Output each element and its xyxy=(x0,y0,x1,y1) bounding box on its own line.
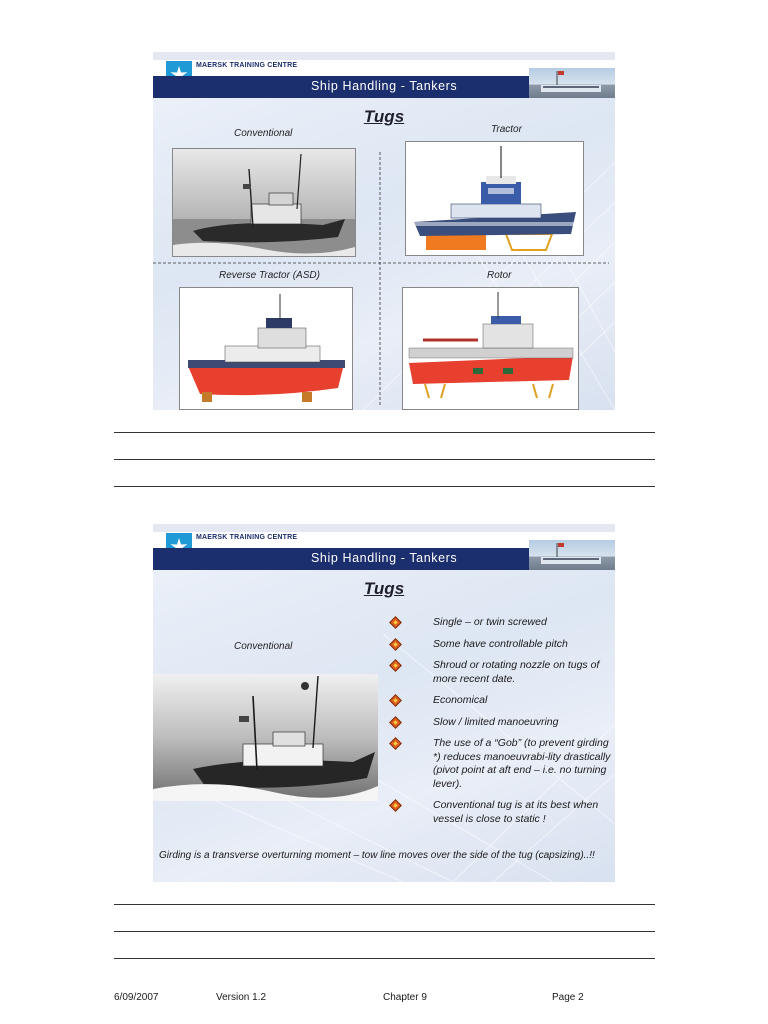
footer-chapter: Chapter 9 xyxy=(383,992,427,1003)
note-line xyxy=(114,958,655,959)
slide-title: Tugs xyxy=(363,107,405,126)
slide-header xyxy=(153,532,615,570)
slide-top-band xyxy=(153,524,615,532)
tractor-tug-image xyxy=(405,141,584,256)
label-conventional: Conventional xyxy=(234,128,293,139)
note-line xyxy=(114,931,655,932)
rotor-tug-image xyxy=(402,287,579,410)
girding-footnote: Girding is a transverse overturning moment – tow line moves over the side of the tug (capsizing)..!! xyxy=(159,850,595,861)
logo-text: MAERSK TRAINING CENTRE xyxy=(196,534,298,541)
label-reverse-tractor: Reverse Tractor (ASD) xyxy=(219,270,320,281)
bullet-diamond-icon xyxy=(389,694,402,707)
conventional-tug-photo xyxy=(172,148,356,257)
bullet-diamond-icon xyxy=(389,659,402,672)
bullet-diamond-icon xyxy=(389,799,402,812)
list-item: Conventional tug is at its best when vessel is close to static ! xyxy=(385,799,613,826)
list-item: Economical xyxy=(385,694,613,708)
list-item: The use of a “Gob” (to prevent girding *) reduces manoeuvrabi-lity drastically (pivot point at aft end – i.e. no turning lever). xyxy=(385,737,613,791)
bullet-diamond-icon xyxy=(389,716,402,729)
footer-date: 6/09/2007 xyxy=(114,992,159,1003)
footer-page: Page 2 xyxy=(552,992,584,1003)
note-line xyxy=(114,459,655,460)
list-item: Some have controllable pitch xyxy=(385,638,613,652)
slide-title: Tugs xyxy=(363,579,405,598)
bullet-diamond-icon xyxy=(389,638,402,651)
list-item: Slow / limited manoeuvring xyxy=(385,716,613,730)
header-title: Ship Handling - Tankers xyxy=(311,551,458,565)
header-title: Ship Handling - Tankers xyxy=(311,79,458,93)
bullet-diamond-icon xyxy=(389,737,402,750)
note-line xyxy=(114,486,655,487)
bullet-list xyxy=(385,616,613,826)
label-rotor: Rotor xyxy=(487,270,512,281)
list-item: Single – or twin screwed xyxy=(385,616,613,630)
note-line xyxy=(114,904,655,905)
slide-2 xyxy=(153,524,615,882)
bullet-diamond-icon xyxy=(389,616,402,629)
list-item: Shroud or rotating nozzle on tugs of more recent date. xyxy=(385,659,613,686)
conventional-tug-photo xyxy=(153,674,378,801)
label-conventional: Conventional xyxy=(234,641,293,652)
note-line xyxy=(114,432,655,433)
reverse-tractor-tug-image xyxy=(179,287,353,410)
footer-version: Version 1.2 xyxy=(216,992,267,1003)
building-photo xyxy=(529,540,615,570)
label-tractor: Tractor xyxy=(491,124,522,135)
logo-text: MAERSK TRAINING CENTRE xyxy=(196,62,298,69)
slide-1 xyxy=(153,52,615,410)
